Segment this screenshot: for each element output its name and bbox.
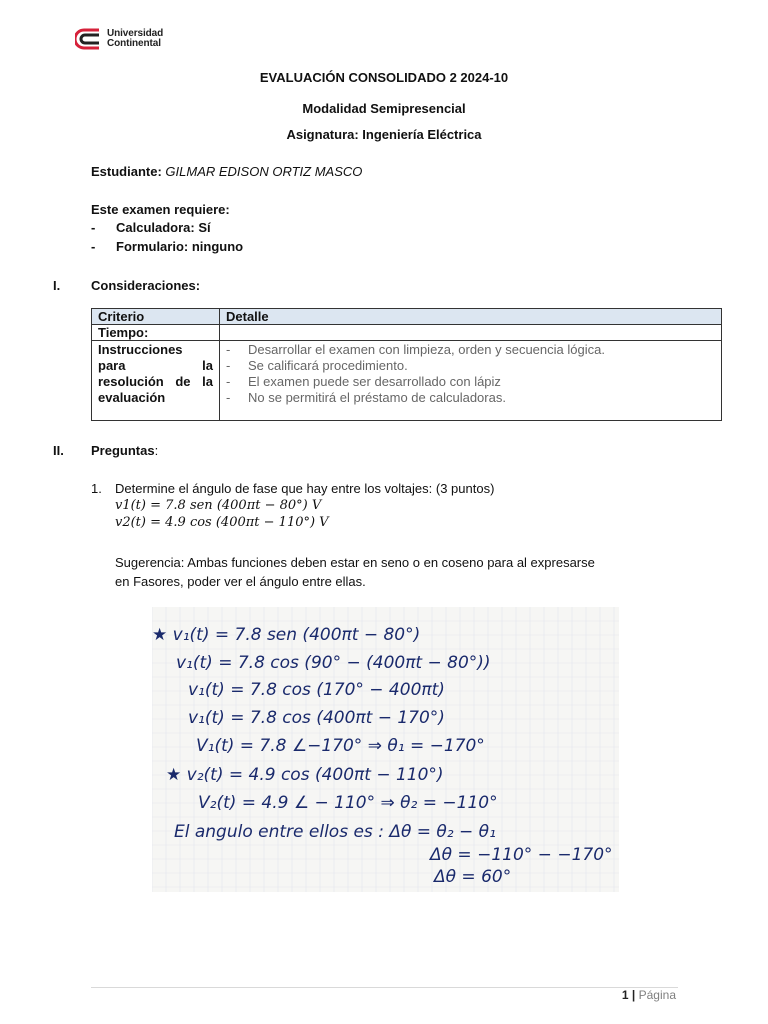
section-2-number: II.	[53, 443, 64, 458]
handwritten-line: v₁(t) = 7.8 cos (170° − 400πt)	[188, 680, 445, 700]
handwritten-line: v₁(t) = 7.8 cos (90° − (400πt − 80°))	[176, 653, 491, 673]
university-logo	[75, 28, 163, 50]
instructions-label	[92, 341, 220, 421]
instructions-label-line-2: para la	[98, 358, 213, 373]
student-name: GILMAR EDISON ORTIZ MASCO	[165, 164, 363, 179]
logo-line-1: Universidad	[107, 28, 164, 39]
handwritten-line: v₁(t) = 7.8 cos (400πt − 170°)	[188, 708, 445, 728]
handwritten-line: ★ v₂(t) = 4.9 cos (400πt − 110°)	[166, 765, 444, 785]
list-item: - Desarrollar el examen con limpieza, orden y secuencia lógica.	[226, 342, 715, 358]
document-title: EVALUACIÓN CONSOLIDADO 2 2024-10	[259, 70, 509, 85]
requirements-title: Este examen requiere:	[91, 202, 230, 217]
requirement-item: - Calculadora: Sí	[91, 220, 211, 235]
page-footer	[622, 988, 676, 1002]
instructions-details	[220, 341, 722, 421]
table-row	[92, 325, 722, 341]
section-2-title: Preguntas	[91, 443, 155, 458]
logo-line-2: Continental	[107, 38, 161, 49]
table-header-row	[92, 309, 722, 325]
table-header-criterio: Criterio	[92, 309, 220, 325]
instructions-label-line-1: Instrucciones	[98, 342, 183, 357]
table-row	[92, 341, 722, 421]
subject: Asignatura: Ingeniería Eléctrica	[286, 127, 482, 142]
list-item: - El examen puede ser desarrollado con lápiz	[226, 374, 715, 390]
handwritten-line: V₂(t) = 4.9 ∠ − 110° ⇒ θ₂ = −110°	[198, 793, 498, 813]
question-1-number: 1.	[91, 481, 102, 496]
section-1-number: I.	[53, 278, 61, 293]
logo-mark-icon	[75, 28, 101, 50]
hint-line-1: Sugerencia: Ambas funciones deben estar en seno o en coseno para al expresarse	[115, 555, 595, 570]
student-label: Estudiante:	[91, 164, 162, 179]
handwritten-line: Δθ = 60°	[434, 867, 512, 887]
modality: Modalidad Semipresencial	[302, 101, 466, 116]
student-line	[91, 164, 362, 179]
footer-divider	[91, 987, 678, 988]
footer-separator: |	[631, 988, 636, 1002]
time-value	[220, 325, 722, 341]
instructions-label-line-4: evaluación	[98, 390, 166, 405]
list-item: - Se calificará procedimiento.	[226, 358, 715, 374]
table-header-detalle: Detalle	[220, 309, 722, 325]
section-1-title: Consideraciones:	[91, 278, 201, 293]
page-label: Página	[638, 988, 676, 1002]
handwritten-line: ★ v₁(t) = 7.8 sen (400πt − 80°)	[152, 625, 421, 645]
time-label: Tiempo:	[92, 325, 220, 341]
handwritten-line: Δθ = −110° − −170°	[430, 845, 613, 865]
equation-v1: v1(t) = 7.8 sen (400πt − 80°) V	[115, 498, 322, 513]
instructions-label-line-3: resolución de la	[98, 374, 213, 389]
list-item: - No se permitirá el préstamo de calculadoras.	[226, 390, 715, 406]
requirement-item: - Formulario: ninguno	[91, 239, 244, 254]
handwritten-line: El angulo entre ellos es : Δθ = θ₂ − θ₁	[174, 822, 496, 842]
equation-v2: v2(t) = 4.9 cos (400πt − 110°) V	[115, 515, 329, 530]
question-1-text: Determine el ángulo de fase que hay entre los voltajes: (3 puntos)	[115, 481, 495, 496]
section-2-title-line: Preguntas:	[91, 443, 159, 458]
handwritten-solution-image	[152, 607, 619, 892]
criteria-table	[91, 308, 722, 421]
hint-line-2: en Fasores, poder ver el ángulo entre ellas.	[115, 574, 366, 589]
handwritten-line: V₁(t) = 7.8 ∠−170° ⇒ θ₁ = −170°	[196, 736, 485, 756]
page-number: 1	[621, 988, 629, 1002]
